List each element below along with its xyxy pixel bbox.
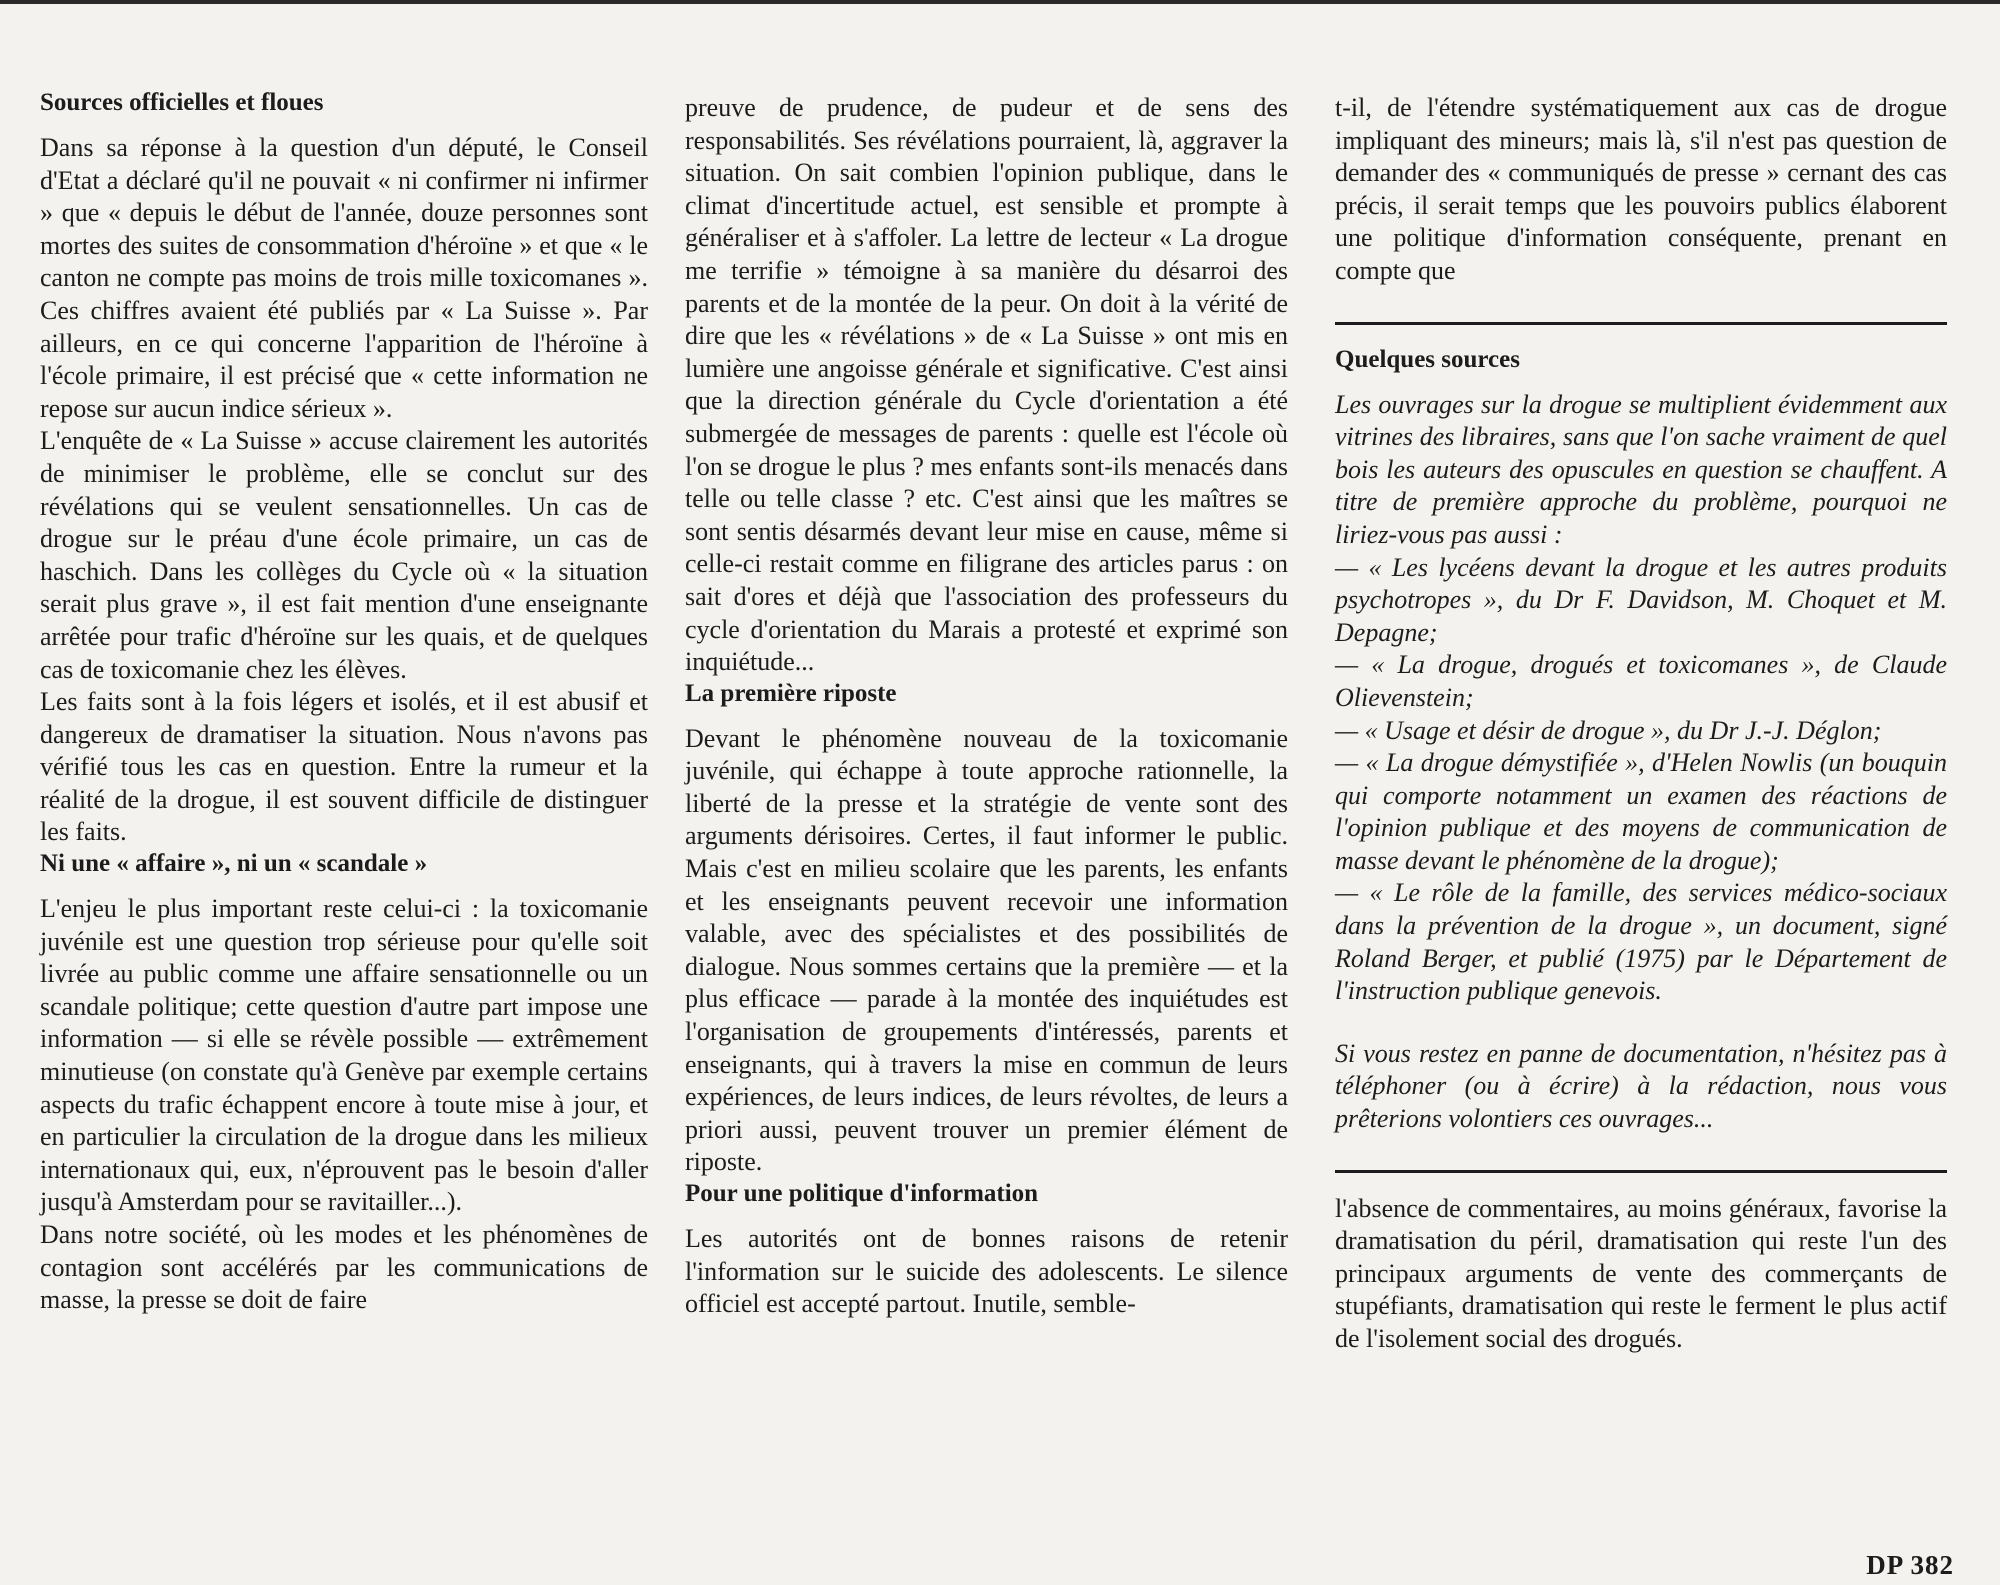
page-footer-label: DP 382 — [1866, 1550, 1954, 1580]
article-page — [38, 88, 1954, 1548]
paragraph: t-il, de l'étendre systématiquement aux cas de drogue impliquant des mineurs; mais là, s'il n'est pas question de demander des « communiqués de presse » cernant des cas précis, il serait temps que les pouvoirs publics élaborent une politique d'information conséquente, prenant en compte que — [1335, 93, 1947, 285]
list-item: — « Le rôle de la famille, des services médico-sociaux dans la prévention de la drogue », un document, signé Roland Berger, et publié (1975) par le Département de l'instruction publique genevois. — [1335, 878, 1947, 1006]
box-outro: Si vous restez en panne de documentation, n'hésitez pas à téléphoner (ou à écrire) à la rédaction, nous vous prêterions volontiers ces ouvrages... — [1335, 1038, 1947, 1134]
section-heading-affaire-scandale: Ni une « affaire », ni un « scandale » — [40, 850, 428, 878]
list-item: — « Les lycéens devant la drogue et les autres produits psychotropes », du Dr F. Davidson, M. Choquet et M. Depagne; — [1335, 552, 1947, 647]
list-item: — « La drogue, drogués et toxicomanes », de Claude Olievenstein; — [1335, 650, 1947, 712]
paragraph: L'enquête de « La Suisse » accuse clairement les autorités de minimiser le problème, elle se conclut sur des révélations qui se veulent sensationnelles. Un cas de drogue sur le préau d'une école primaire, un cas de haschich. Dans les collèges du Cycle où « la situation serait plus grave », il est fait mention d'une enseignante arrêtée pour trafic d'héroïne sur les quais, et de quelques cas de toxicomanie chez les élèves. — [40, 426, 648, 684]
box-top-rule — [1335, 322, 1947, 325]
paragraph: L'enjeu le plus important reste celui-ci : la toxicomanie juvénile est une question trop sérieuse pour qu'elle soit livrée au public comme une affaire sensationnelle ou un scandale politique; cette question d'autre part impose une information — si elle se révèle possible — extrêmement minutieuse (on constate qu'à Genève par exemple certains aspects du trafic échappent encore à toute mise à jour, et en particulier la circulation de la drogue dans les milieux internationaux qui, eux, n'éprouvent pas le besoin d'aller jusqu'à Amsterdam pour se ravitailler...). — [40, 894, 648, 1217]
paragraph: Les faits sont à la fois légers et isolés, et il est abusif et dangereux de dramatiser la situation. Nous n'avons pas vérifié tous les cas en question. Entre la rumeur et la réalité de la drogue, il est souvent difficile de distinguer les faits. — [40, 687, 648, 847]
column-2 — [685, 92, 1288, 1321]
box-bottom-rule — [1335, 1170, 1947, 1173]
paragraph: Devant le phénomène nouveau de la toxicomanie juvénile, qui échappe à toute approche rationnelle, la liberté de la presse et la stratégie de vente sont des arguments dérisoires. Certes, il faut informer le public. Mais c'est en milieu scolaire que les parents, les enfants et les enseignants peuvent recevoir une information valable, avec des spécialistes et des possibilités de dialogue. Nous sommes certains que la première — et la plus efficace — parade à la montée des inquiétudes est l'organisation de groupements d'intéressés, parents et enseignants, qui à travers la mise en commun de leurs expériences, de leurs indices, de leurs révoltes, de leurs a priori aussi, peuvent trouver un premier élément de riposte. — [685, 723, 1288, 1177]
paragraph: preuve de prudence, de pudeur et de sens des responsabilités. Ses révélations pourraient, là, aggraver la situation. On sait combien l'opinion publique, dans le climat d'incertitude actuel, est sensible et prompte à généraliser et à s'affoler. La lettre de lecteur « La drogue me terrifie » témoigne à sa manière du désarroi des parents et de la montée de la peur. On doit à la vérité de dire que les « révélations » de « La Suisse » ont mis en lumière une angoisse générale et significative. C'est ainsi que la direction générale du Cycle d'orientation a été submergée de messages de parents : quelle est l'école où l'on se drogue le plus ? mes enfants sont-ils menacés dans telle ou telle classe ? etc. C'est ainsi que les maîtres se sont sentis désarmés devant leur mise en cause, même si celle-ci restait comme en filigrane des articles parus : on sait d'ores et déjà que l'association des professeurs du cycle d'orientation du Marais a protesté et exprimé son inquiétude... — [685, 93, 1288, 677]
top-rule — [0, 0, 2000, 4]
paragraph: l'absence de commentaires, au moins généraux, favorise la dramatisation du péril, dramatisation qui reste l'un des principaux arguments de vente des commerçants de stupéfiants, dramatisation qui reste le ferment le plus actif de l'isolement social des drogués. — [1335, 1193, 1947, 1353]
column-3 — [1335, 92, 1947, 1356]
column-1 — [40, 88, 648, 1317]
box-intro: Les ouvrages sur la drogue se multiplient évidemment aux vitrines des libraires, sans que l'on sache vraiment de quel bois les auteurs des opuscules en question se chauffent. A titre de première approche du problème, pourquoi ne liriez-vous pas aussi : — [1335, 389, 1947, 549]
paragraph: Les autorités ont de bonnes raisons de retenir l'information sur le suicide des adolescents. Le silence officiel est accepté partout. Inutile, semble- — [685, 1224, 1288, 1319]
section-heading-politique-information: Pour une politique d'information — [685, 1180, 1039, 1207]
paragraph: Dans sa réponse à la question d'un député, le Conseil d'Etat a déclaré qu'il ne pouvait « ni confirmer ni infirmer » que « depuis le début de l'année, douze personnes sont mortes des suites de consommation d'héroïne » et que « le canton ne compte pas moins de trois mille toxicomanes ». Ces chiffres avaient été publiés par « La Suisse ». Par ailleurs, en ce qui concerne l'apparition de l'héroïne à l'école primaire, il est précisé que « cette information ne repose sur aucun indice sérieux ». — [40, 133, 648, 423]
section-heading-premiere-riposte: La première riposte — [685, 679, 897, 707]
box-title: Quelques sources — [1335, 345, 1520, 373]
list-item: — « La drogue démystifiée », d'Helen Nowlis (un bouquin qui comporte notamment un examen des réactions de l'opinion publique et des moyens de communication de masse devant le phénomène de la drogue); — [1335, 748, 1947, 875]
list-item: — « Usage et désir de drogue », du Dr J.-J. Déglon; — [1335, 715, 1882, 745]
sources-box — [1335, 345, 1947, 1136]
paragraph: Dans notre société, où les modes et les phénomènes de contagion sont accélérés par les communications de masse, la presse se doit de faire — [40, 1220, 648, 1315]
section-heading-sources-officielles: Sources officielles et floues — [40, 89, 324, 116]
